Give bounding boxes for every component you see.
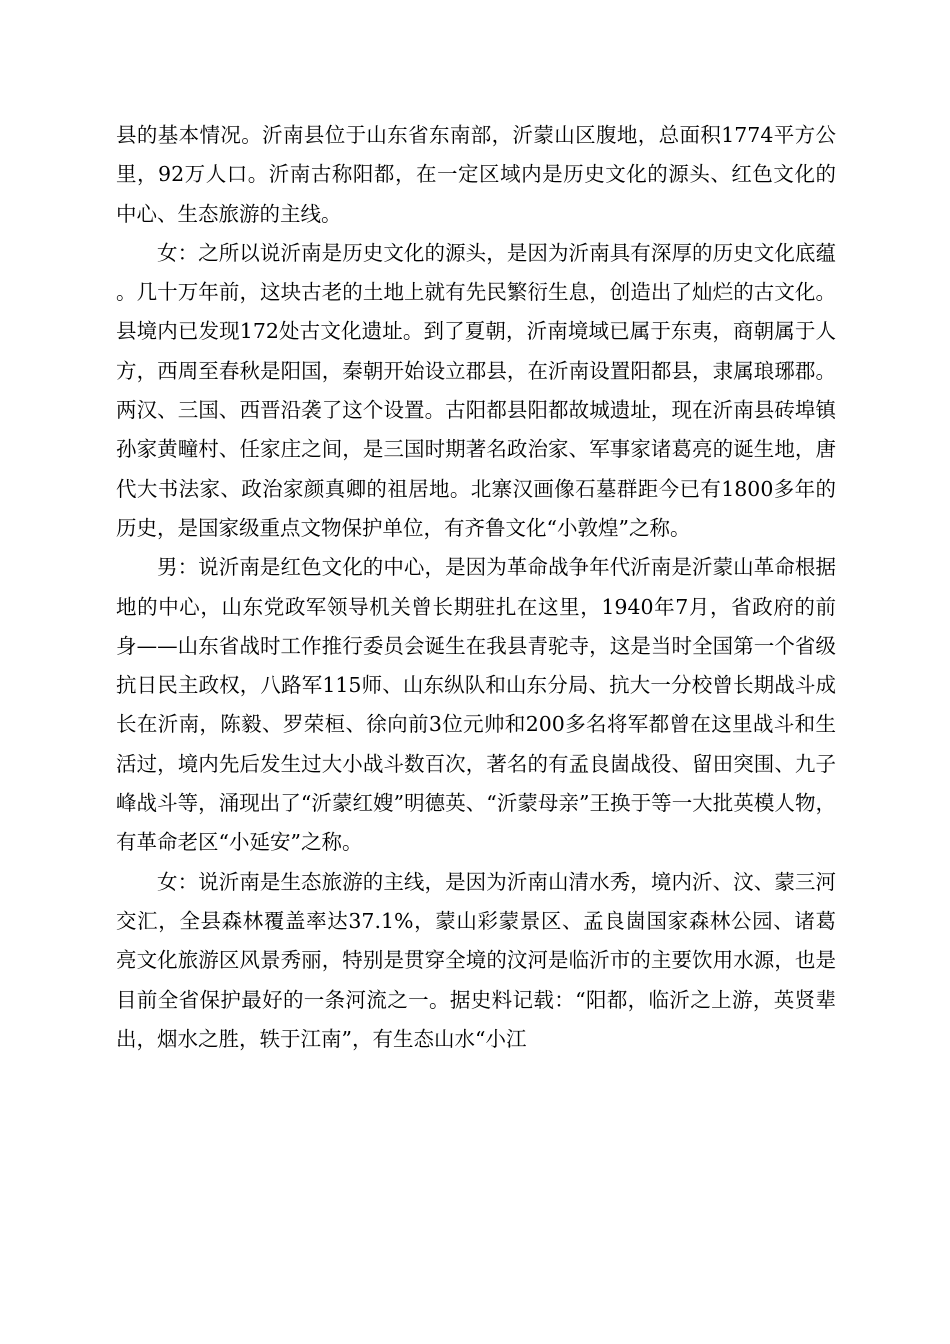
paragraph-eco-tourism: 女：说沂南是生态旅游的主线，是因为沂南山清水秀，境内沂、汶、蒙三河交汇，全县森林覆盖率达37.1%，蒙山彩蒙景区、孟良崮国家森林公园、诸葛亮文化旅游区风景秀丽，特别是贯穿全境的汶河是临沂市的主要饮用水源，也是目前全省保护最好的一条河流之一。据史料记载：“阳都，临沂之上游，英贤辈出，烟水之胜，轶于江南”，有生态山水“小江 <box>116 869 836 1051</box>
document-body <box>116 116 836 1059</box>
paragraph-red-culture: 男：说沂南是红色文化的中心，是因为革命战争年代沂南是沂蒙山革命根据地的中心，山东党政军领导机关曾长期驻扎在这里，1940年7月，省政府的前身——山东省战时工作推行委员会诞生在我县青驼寺，这是当时全国第一个省级抗日民主政权，八路军115师、山东纵队和山东分局、抗大一分校曾长期战斗成长在沂南，陈毅、罗荣桓、徐向前3位元帅和200多名将军都曾在这里战斗和生活过，境内先后发生过大小战斗数百次，著名的有孟良崮战役、留田突围、九子峰战斗等，涌现出了“沂蒙红嫂”明德英、“沂蒙母亲”王换于等一大批英模人物，有革命老区“小延安”之称。 <box>116 555 836 855</box>
paragraph-historical-culture: 女：之所以说沂南是历史文化的源头，是因为沂南具有深厚的历史文化底蕴。几十万年前，这块古老的土地上就有先民繁衍生息，创造出了灿烂的古文化。县境内已发现172处古文化遗址。到了夏朝，沂南境域已属于东夷，商朝属于人方，西周至春秋是阳国，秦朝开始设立郡县，在沂南设置阳都县，隶属琅琊郡。两汉、三国、西晋沿袭了这个设置。古阳都县阳都故城遗址，现在沂南县砖埠镇孙家黄疃村、任家庄之间，是三国时期著名政治家、军事家诸葛亮的诞生地，唐代大书法家、政治家颜真卿的祖居地。北寨汉画像石墓群距今已有1800多年的历史，是国家级重点文物保护单位，有齐鲁文化“小敦煌”之称。 <box>116 240 836 540</box>
paragraph-county-overview: 县的基本情况。沂南县位于山东省东南部，沂蒙山区腹地，总面积1774平方公里，92万人口。沂南古称阳都，在一定区域内是历史文化的源头、红色文化的中心、生态旅游的主线。 <box>116 123 836 226</box>
